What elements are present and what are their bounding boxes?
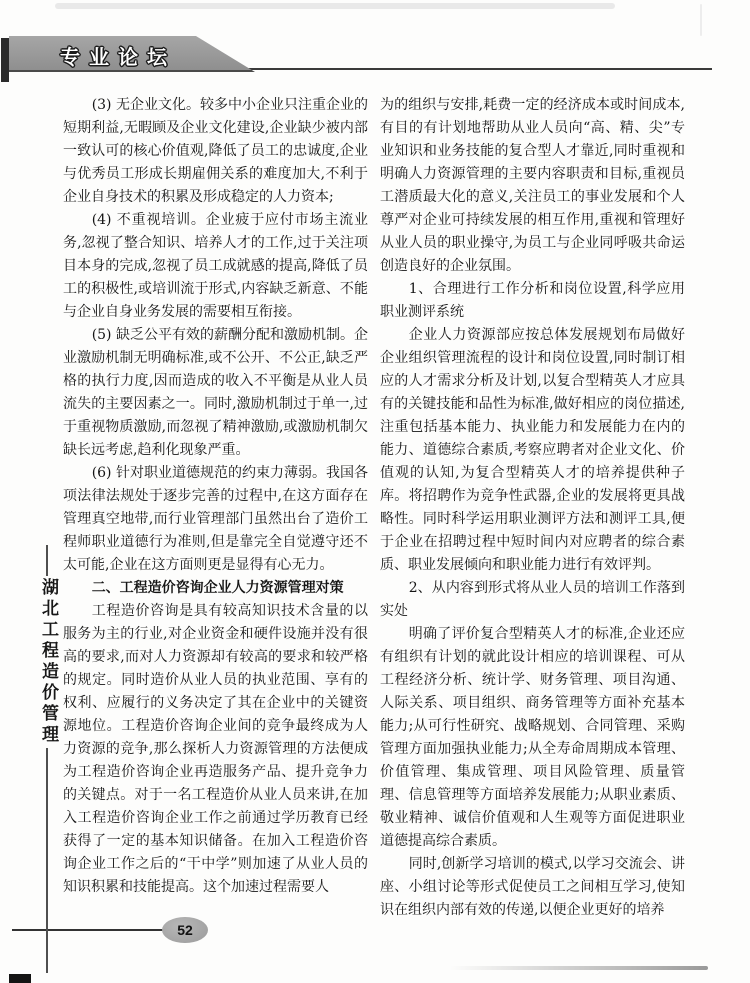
page-number-badge [162,917,208,943]
page-number: 52 [177,922,193,938]
scan-artifact-bottom-right [450,966,708,970]
section-banner-label: 专业论坛 [60,47,176,69]
paragraph: (6) 针对职业道德规范的约束力薄弱。我国各项法律法规处于逐步完善的过程中,在这方面存在管理真空地带,而行业管理部门虽然出台了造价工程师职业道德行为准则,但是靠完全自觉遵守还不太可能,企业在这方面则更是显得有心无力。 [63,465,368,573]
scan-artifact-right [700,4,702,36]
left-column [63,94,368,922]
subsection-heading: 1、合理进行工作分析和岗位设置,科学应用职业测评系统 [380,281,685,320]
footer-rule [12,929,165,931]
right-column [380,94,685,922]
section-heading: 二、工程造价咨询企业人力资源管理对策 [91,580,344,596]
banner-left-bar [1,38,9,82]
paragraph: 工程造价咨询是具有较高知识技术含量的以服务为主的行业,对企业资金和硬件设施并没有很高的要求,而对人力资源却有较高的要求和较严格的规定。同时造价从业人员的执业范围、享有的权利、应履行的义务决定了其在企业中的关键资源地位。工程造价咨询企业间的竞争最终成为人力资源的竞争,那么探析人力资源管理的方法便成为工程造价咨询企业再造服务产品、提升竞争力的关键点。对于一名工程造价从业人员来讲,在加入工程造价咨询企业工作之前通过学历教育已经获得了一定的基本知识储备。在加入工程造价咨询企业工作之后的“干中学”则加速了从业人员的知识积累和技能提高。这个加速过程需要人 [63,603,368,895]
scan-artifact-top [55,3,615,9]
paragraph: (5) 缺乏公平有效的薪酬分配和激励机制。企业激励机制无明确标准,或不公开、不公正,缺乏严格的执行力度,因而造成的收入不平衡是从业人员流失的主要因素之一。同时,激励机制过于单一,过于重视物质激励,而忽视了精神激励,或激励机制欠缺长远考虑,趋利化现象严重。 [63,327,368,458]
paragraph: 明确了评价复合型精英人才的标准,企业还应有组织有计划的就此设计相应的培训课程、可从工程经济分析、统计学、财务管理、项目沟通、人际关系、项目组织、商务管理等方面补充基本能力;从可行性研究、战略规划、合同管理、采购管理方面加强执业能力;从全寿命周期成本管理、价值管理、集成管理、项目风险管理、质量管理、信息管理等方面培养发展能力;从职业素质、敬业精神、诚信价值观和人生观等方面促进职业道德提高综合素质。 [380,626,685,849]
journal-title-vertical: 湖北工程造价管理 [35,576,60,748]
paragraph: (4) 不重视培训。企业疲于应付市场主流业务,忽视了整合知识、培养人才的工作,过于关注项目本身的完成,忽视了员工成就感的提高,降低了员工的积极性,或培训流于形式,内容缺乏新意、不能与企业自身业务发展的需要相互衔接。 [63,212,368,320]
paragraph: 同时,创新学习培训的模式,以学习交流会、讲座、小组讨论等形式促使员工之间相互学习,使知识在组织内部有效的传递,以便企业更好的培养 [380,856,685,918]
paragraph-continuation: 为的组织与安排,耗费一定的经济成本或时间成本,有目的有计划地帮助从业人员向“高、精、尖”专业知识和业务技能的复合型人才靠近,同时重视和明确人力资源管理的主要内容职责和目标,重视员工潜质最大化的意义,关注员工的事业发展和个人尊严对企业可持续发展的相互作用,重视和管理好从业人员的职业操守,为员工与企业同呼吸共命运创造良好的企业氛围。 [380,97,685,274]
scan-artifact-corner [9,974,31,983]
subsection-heading: 2、从内容到形式将从业人员的培训工作落到实处 [380,580,685,619]
paragraph: (3) 无企业文化。较多中小企业只注重企业的短期利益,无暇顾及企业文化建设,企业缺少被内部一致认可的核心价值观,降低了员工的忠诚度,企业与优秀员工形成长期雇佣关系的难度加大,不利于企业自身技术的积累及形成稳定的人力资本; [63,97,368,205]
paragraph: 企业人力资源部应按总体发展规划布局做好企业组织管理流程的设计和岗位设置,同时制订相应的人才需求分析及计划,以复合型精英人才应具有的关键技能和品性为标准,做好相应的岗位描述,注重包括基本能力、执业能力和发展能力在内的能力、道德综合素质,考察应聘者对企业文化、价值观的认知,为复合型精英人才的培养提供种子库。将招聘作为竞争性武器,企业的发展将更具战略性。同时科学运用职业测评方法和测评工具,便于企业在招聘过程中短时间内对应聘者的综合素质、职业发展倾向和职业能力进行有效评判。 [380,327,685,573]
article-body [63,94,685,922]
